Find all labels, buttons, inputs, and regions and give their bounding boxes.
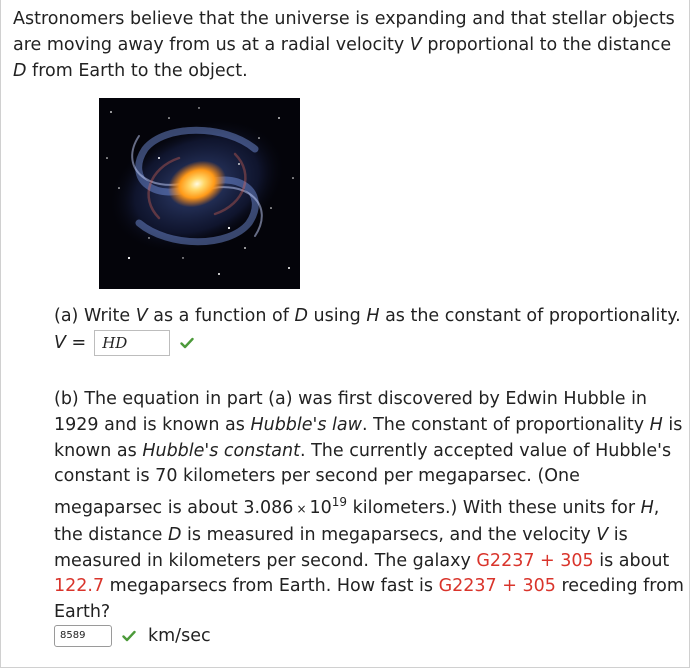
checkmark-icon [180,334,194,353]
part-a-answer-row [54,330,194,356]
v-equals-label: V = [54,333,87,353]
intro-text: Astronomers believe that the universe is expanding and that stellar objects are moving away from us at a radial velocity V proportional to the distance D from Earth to the object. [13,9,675,81]
part-b-answer-row [54,625,211,647]
checkmark-icon [122,627,136,646]
part-a-answer-input[interactable]: HD [94,330,170,356]
distance-value: 122.7 [54,576,105,597]
unit-label: km/sec [148,626,211,646]
galaxy-name: G2237 + 305 [438,576,556,597]
part-b-answer-input[interactable]: 8589 [54,625,112,647]
part-a-prompt: (a) Write V as a function of D using H as the constant of proportionality. [54,306,681,326]
galaxy-name: G2237 + 305 [476,550,594,571]
part-b-prompt: (b) The equation in part (a) was first discovered by Edwin Hubble in 1929 and is known as Hubble's law. The constant of proportionality H is known as Hubble's constant. The currently accepted value of Hubble's constant is 70 kilometers per second per megaparsec. (One megaparsec is about $3.086 \times 10^{19}$ kilometers.) With these units for H, the distance D is measured in megaparsecs, and the velocity V is measured in kilometers per second. The galaxy G2237 + 305 is about 122.7 megaparsecs from Earth. How fast is G2237 + 305 receding from Earth? [54,389,684,623]
galaxy-image [99,98,300,289]
